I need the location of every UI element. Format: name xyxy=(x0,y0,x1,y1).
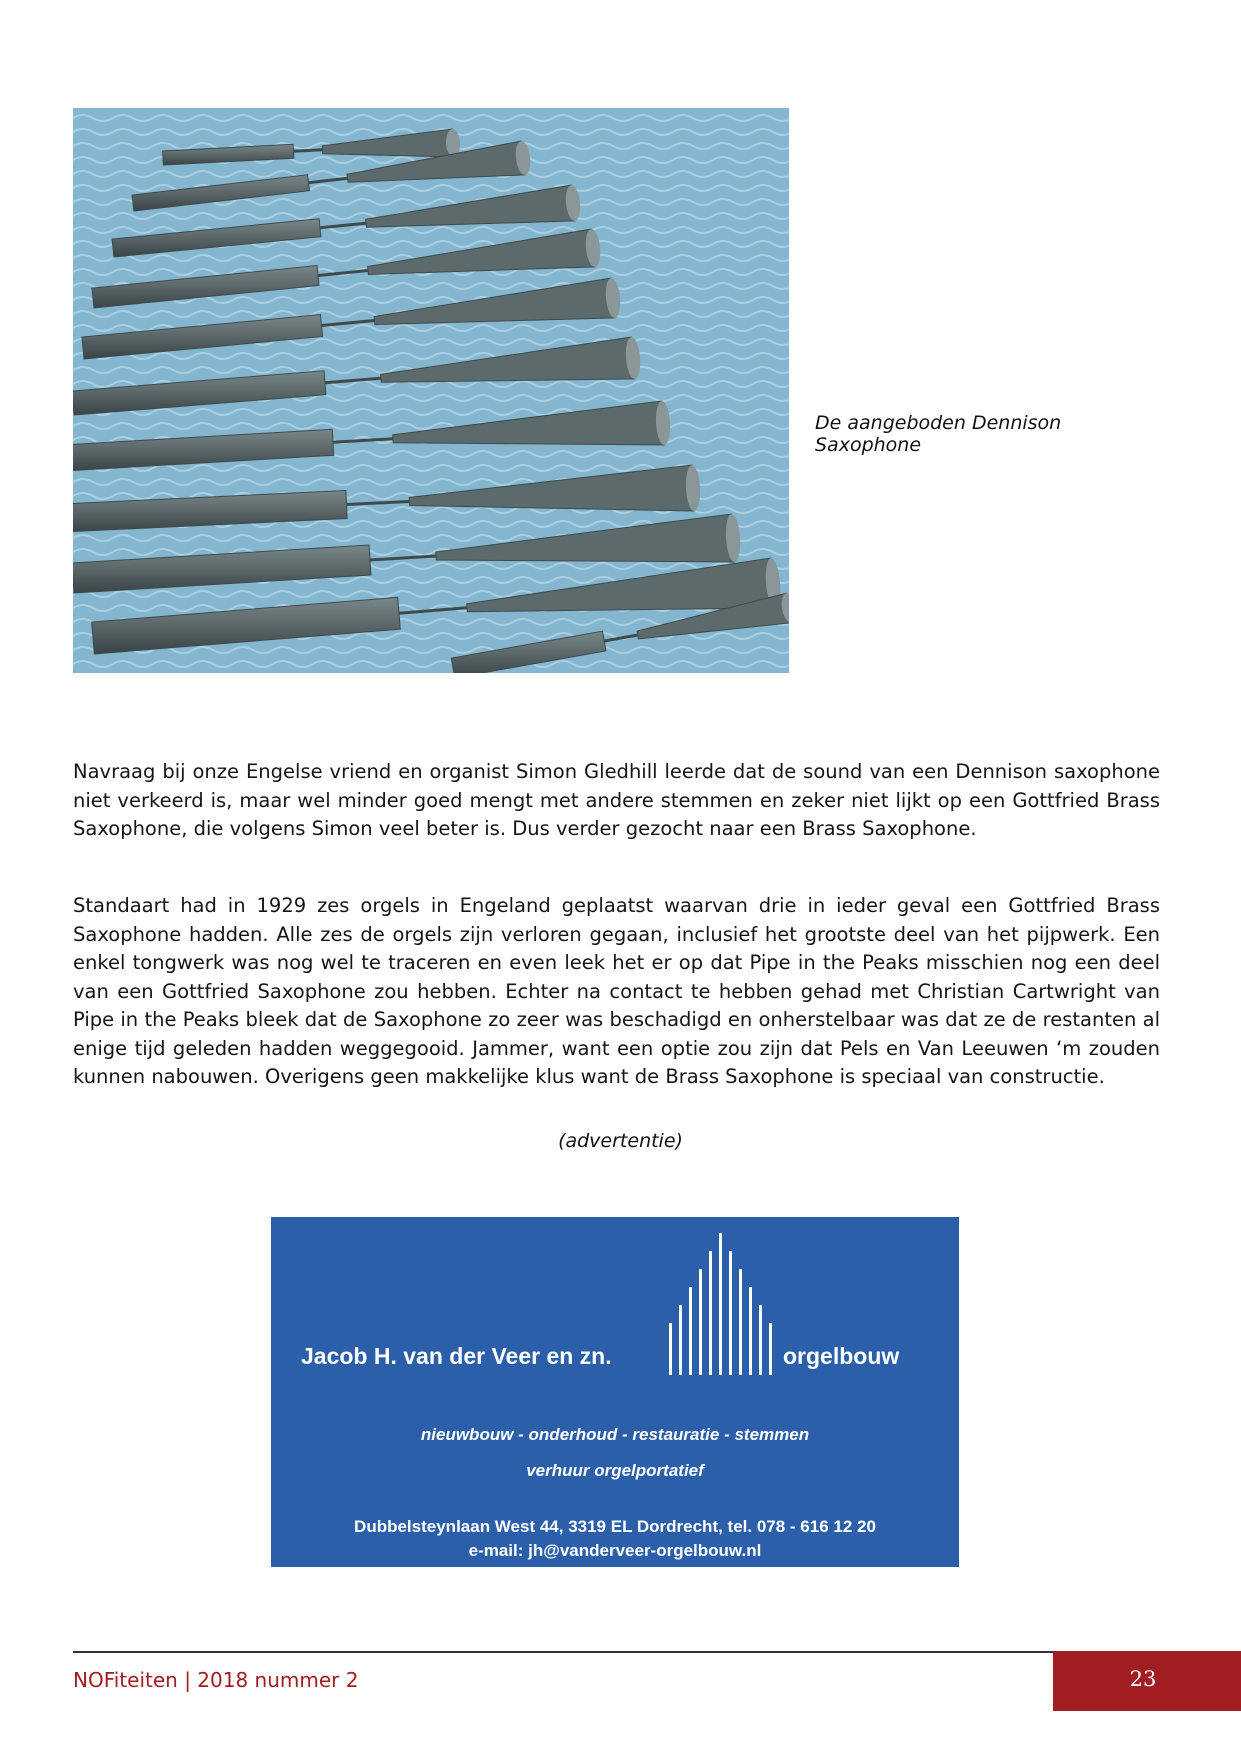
article-paragraph-2: Standaart had in 1929 zes orgels in Engeland geplaatst waarvan drie in ieder geval een Gottfried Brass Saxophone hadden. Alle zes de orgels zijn verloren gegaan, inclusief het grootste deel van het pijpwerk. Een enkel tongwerk was nog wel te traceren en even leek het er op dat Pipe in the Peaks misschien nog een deel van een Gottfried Saxophone zou hebben. Echter na contact te hebben gehad met Christian Cartwright van Pipe in the Peaks bleek dat de Saxophone zo zeer was beschadigd en onherstelbaar was dat ze de restanten al enige tijd geleden hadden weggegooid. Jammer, want een optie zou zijn dat Pels en Van Leeuwen ‘m zouden kunnen nabouwen. Overigens geen makkelijke klus want de Brass Saxophone is speciaal van constructie. xyxy=(73,894,1160,1088)
organ-pipes-logo-icon xyxy=(661,1225,781,1375)
advertiser-rental: verhuur orgelportatief xyxy=(526,1461,704,1480)
reed-pipes-illustration xyxy=(73,108,789,673)
advertisement-label: (advertentie) xyxy=(558,1130,683,1152)
page-number-box xyxy=(1053,1651,1241,1711)
footer-publication: NOFiteiten | 2018 nummer 2 xyxy=(73,1668,359,1692)
advertiser-email[interactable]: e-mail: jh@vanderveer-orgelbouw.nl xyxy=(468,1541,762,1560)
saxophone-photo xyxy=(73,108,789,673)
advertisement-banner xyxy=(271,1217,959,1567)
page-number: 23 xyxy=(1129,1667,1157,1691)
advertiser-address: Dubbelsteynlaan West 44, 3319 EL Dordrecht, tel. 078 - 616 12 20 xyxy=(354,1517,876,1536)
advertiser-services: nieuwbouw - onderhoud - restauratie - stemmen xyxy=(420,1425,810,1444)
advertiser-name: Jacob H. van der Veer en zn. xyxy=(301,1343,612,1369)
pipe-tuning-wire xyxy=(294,150,323,152)
footer-divider xyxy=(73,1651,1053,1653)
photo-caption: De aangeboden Dennison Saxophone xyxy=(815,412,1062,456)
article-paragraph-1: Navraag bij onze Engelse vriend en organist Simon Gledhill leerde dat de sound van een Dennison saxophone niet verkeerd is, maar wel minder goed mengt met andere stemmen en zeker niet lijkt op een Gottfried Brass Saxophone, die volgens Simon veel beter is. Dus verder gezocht naar een Brass Saxophone. xyxy=(73,760,1160,840)
advertiser-trade: orgelbouw xyxy=(783,1343,900,1369)
